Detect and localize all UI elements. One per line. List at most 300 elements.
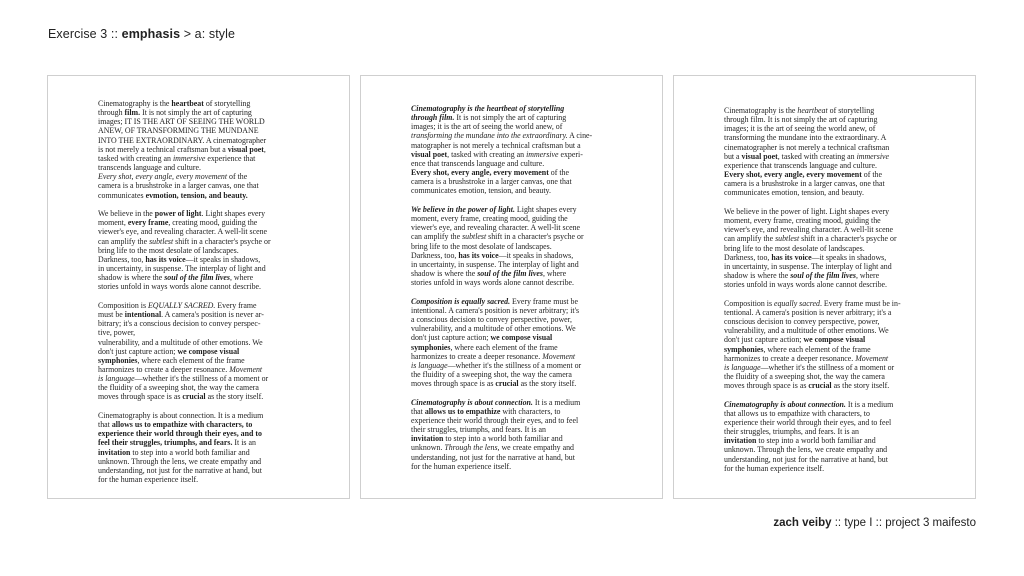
- text-line: [98, 181, 302, 190]
- emphasis-run: crucial: [182, 392, 206, 402]
- emphasis-run: immersive: [172, 153, 206, 163]
- text-run: transcends language and culture.: [98, 163, 201, 173]
- text-line: [724, 225, 928, 234]
- text-line: [411, 333, 615, 342]
- emphasis-run: is language: [724, 362, 761, 372]
- emphasis-run: evmotion, tension, and beauty.: [145, 190, 248, 200]
- text-line: [98, 246, 302, 255]
- emphasis-run: Movement: [229, 365, 263, 374]
- text-run: Cinematography is the: [98, 99, 172, 108]
- text-line: [724, 299, 928, 308]
- emphasis-run: visual poet: [411, 149, 448, 159]
- text-line: [411, 278, 615, 287]
- emphasis-run: We believe in the power of light.: [411, 204, 515, 214]
- emphasis-run: invitation: [411, 434, 444, 444]
- paragraph-break: [411, 287, 615, 296]
- text-run: for the human experience itself.: [411, 461, 512, 471]
- text-run: understanding, not just for the narrative at hand, but: [724, 454, 888, 464]
- text-run: vulnerability, and a multitude of other emotions. We: [411, 324, 576, 334]
- text-run: that: [98, 420, 112, 430]
- emphasis-run: experience their world through their eyes, and to: [98, 429, 262, 439]
- text-run: the fluidity of a sweeping shot, the way the camera: [411, 370, 572, 379]
- text-line: [724, 271, 928, 280]
- text-run: understanding, not just for the narrative at hand, but: [98, 465, 262, 475]
- text-run: images; it is the art of seeing the world anew, of: [724, 124, 876, 134]
- text-run: stories unfold in ways words alone cannot describe.: [724, 280, 888, 290]
- text-run: stories unfold in ways words alone cannot describe.: [98, 282, 262, 292]
- text-run: Cinematography is the: [724, 106, 798, 115]
- text-line: [411, 315, 615, 324]
- text-run: We believe in the: [98, 209, 155, 219]
- emphasis-run: every frame: [127, 218, 169, 228]
- text-run: shift in a character's psyche or: [486, 232, 584, 242]
- text-run: Darkness, too,: [724, 252, 772, 262]
- text-run: vulnerability, and a multitude of other emotions. We: [724, 326, 889, 336]
- text-run: Composition is: [724, 298, 774, 308]
- text-line: [724, 234, 928, 243]
- text-run: can amplify the: [411, 232, 463, 242]
- text-line: [411, 122, 615, 131]
- text-run: Composition is: [98, 300, 148, 310]
- emphasis-run: intentional: [124, 310, 162, 320]
- text-run: shadow is where the: [98, 273, 165, 283]
- text-line: [98, 145, 302, 154]
- emphasis-run: has its voice: [145, 254, 186, 264]
- text-line: [98, 264, 302, 273]
- text-line: [724, 455, 928, 464]
- emphasis-run: heartbeat: [171, 99, 204, 108]
- text-run: camera is a brushstroke in a larger canvas, one that: [724, 179, 885, 189]
- text-run: don't just capture action;: [724, 335, 804, 345]
- text-run: It is a medium: [845, 399, 894, 409]
- text-run: for the human experience itself.: [98, 475, 199, 485]
- text-line: [98, 392, 302, 401]
- text-line: [411, 462, 615, 471]
- title-emphasis: emphasis: [121, 27, 181, 41]
- text-line: [724, 363, 928, 372]
- text-line: [411, 131, 615, 140]
- text-run: vulnerability, and a multitude of other emotions. We: [98, 337, 263, 347]
- text-line: [98, 356, 302, 365]
- manifesto-page-3: [673, 75, 976, 499]
- emphasis-run: soul of the film lives: [477, 269, 543, 279]
- text-run: cinematographer is not merely a technical craftsman: [724, 142, 890, 152]
- text-line: [98, 99, 302, 108]
- text-line: [411, 205, 615, 214]
- text-run: moves through space is as: [724, 381, 809, 391]
- text-run: camera is a brushstroke in a larger canvas, one that: [98, 181, 259, 191]
- text-line: [411, 443, 615, 452]
- emphasis-run: Cinematography is the heartbeat of storytelling: [411, 104, 565, 113]
- text-run: bring life to the most desolate of landscapes.: [724, 243, 865, 253]
- text-run: , where each element of the frame: [450, 342, 558, 352]
- text-line: [98, 475, 302, 484]
- text-run: moment,: [98, 218, 128, 228]
- text-line: [98, 108, 302, 117]
- text-run: a conscious decision to convey perspective, power,: [411, 315, 572, 325]
- text-run: ,: [263, 144, 266, 154]
- text-line: [411, 159, 615, 168]
- paragraph-break: [411, 388, 615, 397]
- text-line: [98, 319, 302, 328]
- text-run: communicates emotion, tension, and beauty.: [411, 186, 551, 196]
- emphasis-run: symphonies: [724, 344, 764, 354]
- text-line: [98, 411, 302, 420]
- text-run: tentional. A camera's position is never arbitrary; it's a: [724, 307, 892, 317]
- text-run: is not merely a technical craftsman but a: [98, 144, 228, 154]
- text-line: [98, 136, 302, 145]
- emphasis-run: Movement: [855, 353, 889, 363]
- emphasis-run: allows us to empathize with characters, to: [111, 420, 253, 430]
- text-run: don't just capture action;: [98, 346, 178, 356]
- paragraph-break: [724, 289, 928, 298]
- text-line: [411, 379, 615, 388]
- emphasis-run: transforming the mundane into the extraordinary.: [411, 131, 568, 141]
- manifesto-text: [98, 99, 302, 484]
- text-run: stories unfold in ways words alone cannot describe.: [411, 278, 575, 288]
- emphasis-run: immersive: [526, 149, 559, 159]
- emphasis-run: invitation: [724, 436, 757, 446]
- text-run: of the: [227, 172, 248, 182]
- text-line: [411, 434, 615, 443]
- text-run: It is a medium: [532, 397, 581, 407]
- text-run: don't just capture action;: [411, 333, 491, 343]
- emphasis-run: has its voice: [458, 250, 499, 260]
- text-run: of the: [861, 170, 882, 180]
- text-line: [411, 113, 615, 122]
- text-run: as the story itself.: [831, 381, 890, 391]
- text-run: It is not simply the art of capturing: [454, 113, 567, 123]
- text-run: to step into a world both familiar and: [443, 434, 563, 444]
- emphasis-run: Cinematography is about connection.: [724, 399, 846, 409]
- text-line: [724, 381, 928, 390]
- text-run: that: [411, 406, 425, 416]
- emphasis-run: symphonies: [411, 342, 451, 352]
- text-run: unknown.: [411, 443, 445, 453]
- text-line: [98, 420, 302, 429]
- emphasis-run: Movement: [542, 351, 576, 361]
- text-line: [724, 115, 928, 124]
- emphasis-run: Through the lens,: [444, 443, 500, 453]
- text-line: [98, 438, 302, 447]
- paragraph-break: [98, 200, 302, 209]
- text-run: , where: [542, 269, 567, 279]
- text-run: —it speaks in shadows,: [811, 252, 887, 262]
- text-run: , creating mood, guiding the: [168, 218, 258, 228]
- text-run: with characters, to: [500, 406, 561, 416]
- emphasis-run: we compose visual: [177, 346, 240, 356]
- manifesto-page-1: [47, 75, 350, 499]
- text-run: . A camera's position is never ar-: [161, 310, 264, 320]
- text-run: moment, every frame, creating mood, guiding the: [411, 214, 568, 224]
- text-run: —it speaks in shadows,: [498, 250, 574, 260]
- emphasis-run: is language: [411, 360, 448, 370]
- text-line: [98, 448, 302, 457]
- text-line: [411, 306, 615, 315]
- emphasis-run: allows us to empathize: [424, 406, 501, 416]
- text-line: [411, 232, 615, 241]
- text-run: bring life to the most desolate of landscapes.: [411, 241, 552, 251]
- text-line: [724, 124, 928, 133]
- text-line: [411, 453, 615, 462]
- text-line: [98, 383, 302, 392]
- text-run: that allows us to empathize with characters, to: [724, 408, 870, 418]
- text-line: [98, 218, 302, 227]
- text-line: [411, 141, 615, 150]
- text-line: [411, 150, 615, 159]
- paragraph-break: [411, 196, 615, 205]
- title-suffix: > a: style: [180, 27, 236, 41]
- text-run: ence that transcends language and culture.: [411, 158, 545, 168]
- text-run: viewer's eye, and revealing character. A well-lit scene: [98, 227, 268, 237]
- text-line: [98, 347, 302, 356]
- text-line: [724, 409, 928, 418]
- emphasis-run: visual poet: [227, 144, 264, 154]
- text-run: of the: [548, 168, 569, 178]
- paragraph-break: [98, 292, 302, 301]
- text-run: moves through space is as: [411, 379, 496, 389]
- text-line: [724, 436, 928, 445]
- text-line: [98, 365, 302, 374]
- text-line: [411, 269, 615, 278]
- text-run: must be: [98, 310, 125, 320]
- text-line: [724, 188, 928, 197]
- text-line: [724, 354, 928, 363]
- text-line: [411, 370, 615, 379]
- text-run: we create empathy and: [499, 443, 574, 453]
- text-line: [724, 253, 928, 262]
- text-line: [724, 244, 928, 253]
- text-run: as the story itself.: [518, 379, 577, 389]
- text-line: [411, 104, 615, 113]
- text-run: unknown. Through the lens, we create empathy and: [724, 445, 888, 455]
- text-run: INTO THE EXTRAORDINARY. A cinematographer: [98, 135, 267, 145]
- text-run: We believe in the power of light. Light shapes every: [724, 206, 890, 216]
- text-run: —whether it's the stillness of a moment or: [134, 374, 269, 384]
- text-run: , where each element of the frame: [137, 355, 245, 365]
- text-line: [98, 117, 302, 126]
- text-line: [411, 260, 615, 269]
- text-run: shift in a character's psyche or: [173, 236, 271, 246]
- emphasis-run: Every shot, every angle, every movement: [724, 170, 862, 180]
- text-line: [724, 262, 928, 271]
- text-line: [724, 372, 928, 381]
- text-run: for the human experience itself.: [724, 463, 825, 473]
- emphasis-run: immersive: [856, 151, 890, 161]
- text-line: [724, 308, 928, 317]
- text-run: harmonizes to create a deeper resonance.: [411, 351, 543, 361]
- text-run: through film. It is not simply the art of capturing: [724, 115, 878, 125]
- text-line: [98, 457, 302, 466]
- text-run: viewer's eye, and revealing character. A well-lit scene: [411, 223, 581, 233]
- text-run: bitrary; it's a conscious decision to convey perspec-: [98, 319, 261, 329]
- manifesto-text: [411, 104, 615, 471]
- text-run: harmonizes to create a deeper resonance.: [724, 353, 856, 363]
- text-run: transforming the mundane into the extraordinary. A: [724, 133, 887, 143]
- text-line: [724, 418, 928, 427]
- text-line: [411, 361, 615, 370]
- text-run: , tasked with creating an: [777, 151, 857, 161]
- text-line: [98, 429, 302, 438]
- text-run: the fluidity of a sweeping shot, the way the camera: [724, 372, 885, 381]
- emphasis-run: feel their struggles, triumphs, and fears.: [98, 438, 233, 448]
- project-credit: :: type I :: project 3 maifesto: [831, 517, 976, 529]
- text-run: through: [98, 108, 125, 118]
- text-run: shadow is where the: [724, 271, 791, 281]
- text-run: conscious decision to convey perspective, power,: [724, 317, 880, 327]
- text-run: the fluidity of a sweeping shot, the way the camera: [98, 383, 259, 393]
- text-run: moves through space is as: [98, 392, 183, 402]
- emphasis-run: equally sacred: [773, 298, 820, 308]
- text-line: [98, 172, 302, 181]
- text-run: , tasked with creating an: [447, 149, 527, 159]
- emphasis-run: soul of the film lives: [790, 271, 856, 281]
- text-run: communicates emotion, tension, and beauty.: [724, 188, 864, 198]
- emphasis-run: Every shot, every angle, every movement: [98, 172, 228, 182]
- text-run: shadow is where the: [411, 269, 478, 279]
- text-line: [724, 152, 928, 161]
- text-line: [724, 133, 928, 142]
- text-run: camera is a brushstroke in a larger canvas, one that: [411, 177, 572, 187]
- text-line: [98, 237, 302, 246]
- text-run: Darkness, too,: [411, 250, 459, 260]
- emphasis-run: power of light: [154, 209, 202, 219]
- text-run: —it speaks in shadows,: [185, 254, 261, 264]
- text-run: in uncertainty, in suspense. The interplay of light and: [724, 261, 892, 271]
- text-run: to step into a world both familiar and: [756, 436, 876, 446]
- text-run: can amplify the: [724, 234, 776, 244]
- text-run: tasked with creating an: [98, 153, 173, 163]
- text-run: —whether it's the stillness of a moment or: [760, 362, 895, 372]
- text-run: of storytelling: [203, 99, 251, 108]
- emphasis-run: we compose visual: [803, 335, 866, 345]
- text-line: [724, 335, 928, 344]
- text-run: , where: [229, 273, 254, 283]
- text-line: [98, 466, 302, 475]
- paragraph-break: [724, 390, 928, 399]
- text-run: ANEW, OF TRANSFORMING THE MUNDANE: [98, 126, 259, 136]
- text-line: [98, 273, 302, 282]
- text-line: [98, 328, 302, 337]
- text-line: [411, 168, 615, 177]
- text-run: viewer's eye, and revealing character. A well-lit scene: [724, 225, 894, 235]
- text-run: . Light shapes every: [201, 209, 266, 219]
- text-line: [411, 352, 615, 361]
- text-run: bring life to the most desolate of landscapes.: [98, 245, 239, 255]
- text-line: [98, 227, 302, 236]
- text-run: as the story itself.: [205, 392, 264, 402]
- text-run: —whether it's the stillness of a moment or: [447, 360, 582, 370]
- paragraph-break: [724, 198, 928, 207]
- emphasis-run: is language: [98, 374, 135, 384]
- text-line: [98, 126, 302, 135]
- text-line: [411, 186, 615, 195]
- text-line: [411, 416, 615, 425]
- emphasis-run: has its voice: [771, 252, 812, 262]
- emphasis-run: visual poet: [741, 151, 778, 161]
- text-run: , where each element of the frame: [763, 344, 871, 354]
- text-run: but a: [724, 151, 742, 161]
- text-run: It is not simply the art of capturing: [140, 108, 252, 118]
- emphasis-run: Cinematography is about connection.: [411, 397, 533, 407]
- text-run: shift in a character's psyche or: [799, 234, 897, 244]
- text-run: Every frame must be: [510, 296, 578, 306]
- emphasis-run: subtlest: [462, 232, 487, 242]
- emphasis-run: crucial: [495, 379, 519, 389]
- text-line: [411, 214, 615, 223]
- text-run: their struggles, triumphs, and fears. It is an: [411, 425, 546, 435]
- text-run: harmonizes to create a deeper resonance.: [98, 365, 230, 374]
- emphasis-run: subtlest: [775, 234, 800, 244]
- text-run: Light shapes every: [514, 204, 577, 214]
- text-run: can amplify the: [98, 236, 150, 246]
- text-run: images; IT IS THE ART OF SEEING THE WORLD: [98, 117, 265, 127]
- text-line: [411, 407, 615, 416]
- text-line: [411, 425, 615, 434]
- emphasis-run: Composition is equally sacred.: [411, 296, 511, 306]
- text-run: understanding, not just for the narrative at hand, but: [411, 452, 575, 462]
- text-line: [724, 326, 928, 335]
- text-line: [411, 343, 615, 352]
- text-line: [724, 170, 928, 179]
- text-run: in uncertainty, in suspense. The interplay of light and: [98, 264, 266, 274]
- text-run: Darkness, too,: [98, 254, 146, 264]
- title-prefix: Exercise 3 ::: [48, 27, 122, 41]
- text-line: [724, 345, 928, 354]
- text-run: . Every frame must be in-: [819, 298, 901, 308]
- text-line: [411, 223, 615, 232]
- text-run: their struggles, triumphs, and fears. It is an: [724, 427, 859, 437]
- text-run: of storytelling: [827, 106, 875, 115]
- author-name: zach veiby: [773, 517, 832, 529]
- text-line: [98, 310, 302, 319]
- text-run: in uncertainty, in suspense. The interplay of light and: [411, 259, 579, 269]
- text-line: [411, 177, 615, 186]
- text-line: [724, 445, 928, 454]
- text-run: It is an: [232, 438, 256, 448]
- text-line: [724, 216, 928, 225]
- text-run: Cinematography is about connection. It is a medium: [98, 411, 264, 421]
- text-run: Every frame: [215, 300, 257, 310]
- text-run: experience that transcends language and culture.: [724, 160, 877, 170]
- emphasis-run: film.: [124, 108, 141, 118]
- text-line: [98, 191, 302, 200]
- emphasis-run: crucial: [808, 381, 832, 391]
- text-line: [98, 255, 302, 264]
- text-run: A cine-: [567, 131, 593, 141]
- text-line: [724, 207, 928, 216]
- emphasis-run: EQUALLY SACRED.: [147, 300, 216, 310]
- text-line: [411, 297, 615, 306]
- text-line: [98, 338, 302, 347]
- text-line: [98, 282, 302, 291]
- text-line: [724, 427, 928, 436]
- emphasis-run: we compose visual: [490, 333, 553, 343]
- text-run: experience their world through their eyes, and to feel: [724, 418, 892, 428]
- text-line: [724, 280, 928, 289]
- text-line: [98, 209, 302, 218]
- paragraph-break: [98, 402, 302, 411]
- text-line: [411, 324, 615, 333]
- text-line: [724, 179, 928, 188]
- text-run: communicates: [98, 190, 146, 200]
- text-line: [724, 161, 928, 170]
- text-run: to step into a world both familiar and: [130, 447, 250, 457]
- text-run: experience their world through their eyes, and to feel: [411, 416, 579, 426]
- text-line: [724, 464, 928, 473]
- text-line: [724, 143, 928, 152]
- text-run: images; it is the art of seeing the world anew, of: [411, 122, 563, 132]
